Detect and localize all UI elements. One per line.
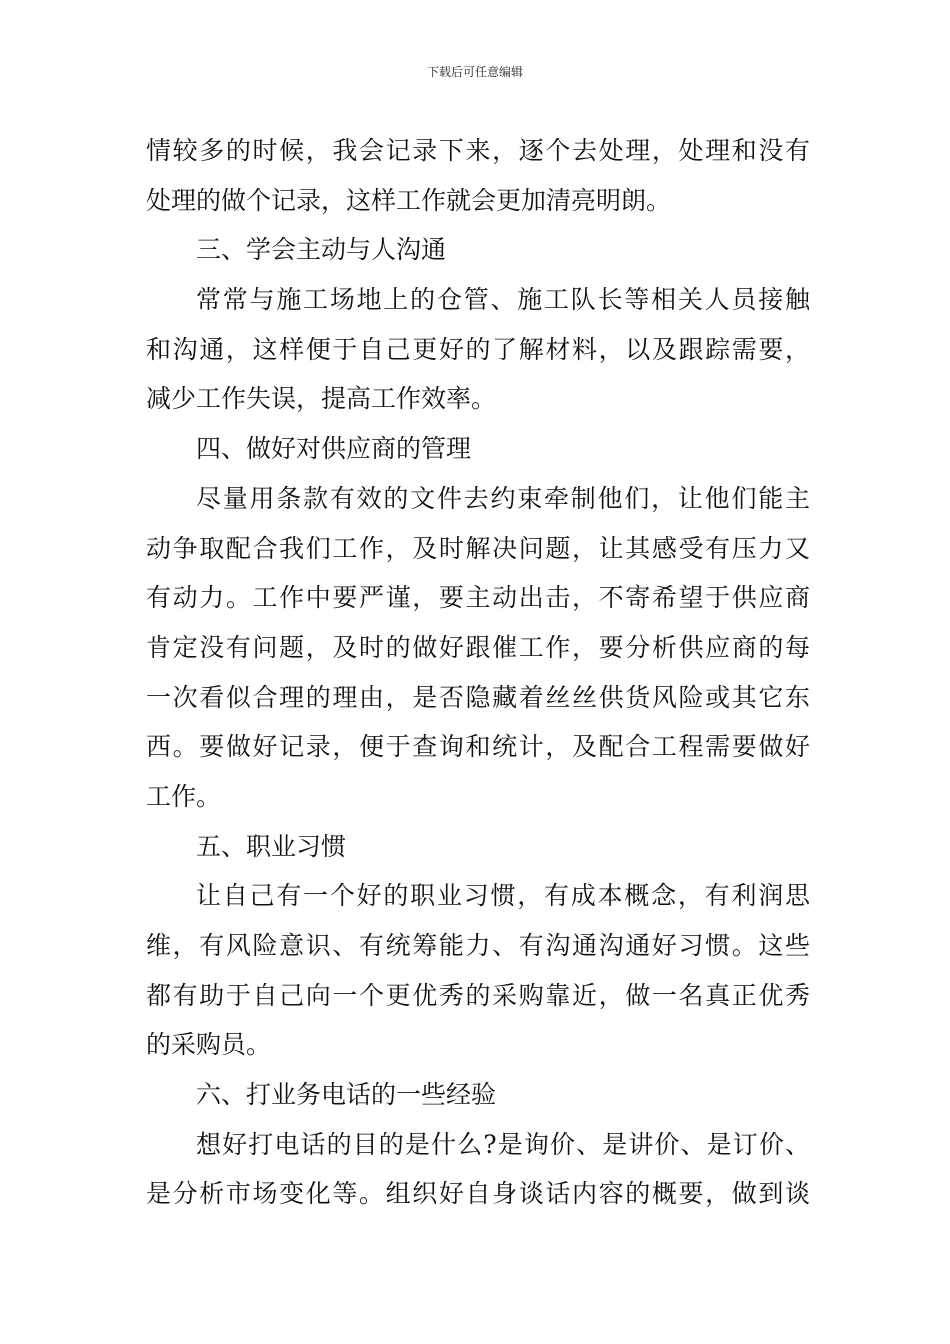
text-line: 和沟通，这样便于自己更好的了解材料，以及跟踪需要，: [146, 334, 810, 364]
text-line: 都有助于自己向一个更优秀的采购靠近，做一名真正优秀: [146, 980, 810, 1010]
text-line: 减少工作失误，提高工作效率。: [146, 384, 497, 414]
text-line: 常常与施工场地上的仓管、施工队长等相关人员接触: [196, 285, 810, 315]
section-heading: 五、职业习惯: [196, 831, 347, 861]
text-line: 动争取配合我们工作，及时解决问题，让其感受有压力又: [146, 533, 810, 563]
text-line: 维，有风险意识、有统筹能力、有沟通沟通好习惯。这些: [146, 931, 810, 960]
section-heading: 六、打业务电话的一些经验: [196, 1080, 497, 1110]
text-line: 处理的做个记录，这样工作就会更加清亮明朗。: [146, 185, 672, 215]
section-heading: 四、做好对供应商的管理: [196, 434, 472, 464]
text-line: 想好打电话的目的是什么?是询价、是讲价、是订价、: [196, 1129, 810, 1159]
text-line: 西。要做好记录，便于查询和统计，及配合工程需要做好: [146, 732, 810, 762]
page-header: 下载后可任意编辑: [426, 65, 523, 79]
text-line: 肯定没有问题，及时的做好跟催工作，要分析供应商的每: [146, 632, 810, 662]
text-line: 尽量用条款有效的文件去约束牵制他们，让他们能主: [196, 483, 810, 513]
text-line: 的采购员。: [146, 1030, 272, 1060]
section-heading: 三、学会主动与人沟通: [196, 235, 447, 265]
text-line: 让自己有一个好的职业习惯，有成本概念，有利润思: [196, 881, 810, 911]
document-body: [146, 126, 810, 1219]
text-line: 工作。: [146, 781, 222, 811]
text-line: 一次看似合理的理由，是否隐藏着丝丝供货风险或其它东: [146, 682, 810, 712]
text-line: 情较多的时候，我会记录下来，逐个去处理，处理和没有: [146, 136, 810, 165]
text-line: 是分析市场变化等。组织好自身谈话内容的概要，做到谈: [146, 1179, 810, 1209]
text-line: 有动力。工作中要严谨，要主动出击，不寄希望于供应商: [146, 583, 810, 613]
